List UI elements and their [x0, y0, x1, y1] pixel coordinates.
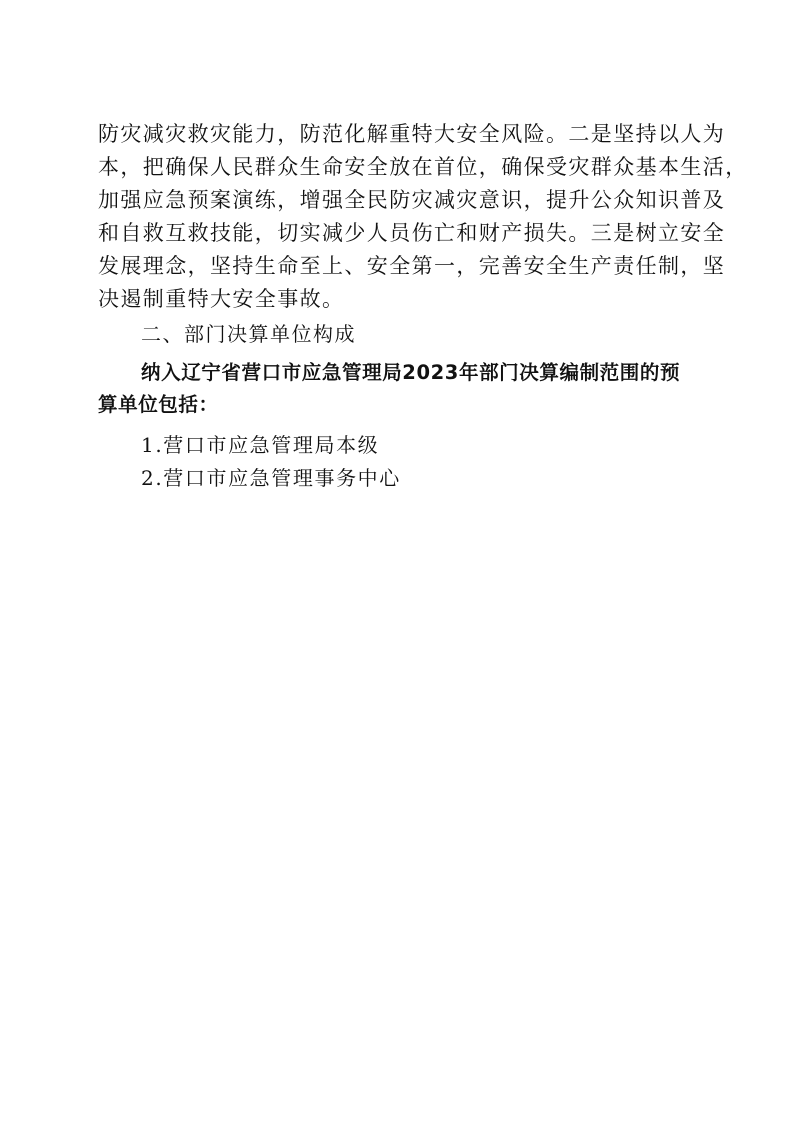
section-heading: 二、部门决算单位构成 [141, 322, 356, 346]
body-line: 防灾减灾救灾能力，防范化解重特大安全风险。二是坚持以人为 [98, 122, 726, 146]
body-line: 本，把确保人民群众生命安全放在首位，确保受灾群众基本生活， [98, 155, 748, 179]
document-page [98, 118, 748, 495]
body-line: 决遏制重特大安全事故。 [98, 287, 345, 311]
body-line: 发展理念，坚持生命至上、安全第一，完善安全生产责任制，坚 [98, 254, 726, 278]
unit-list-item: 2.营口市应急管理事务中心 [141, 466, 401, 490]
body-line: 加强应急预案演练，增强全民防灾减灾意识，提升公众知识普及 [98, 188, 726, 212]
unit-list-item: 1.营口市应急管理局本级 [141, 433, 380, 457]
intro-line: 纳入辽宁省营口市应急管理局2023年部门决算编制范围的预 [141, 361, 681, 384]
body-line: 和自救互救技能，切实减少人员伤亡和财产损失。三是树立安全 [98, 221, 726, 245]
intro-line: 算单位包括： [98, 393, 219, 416]
